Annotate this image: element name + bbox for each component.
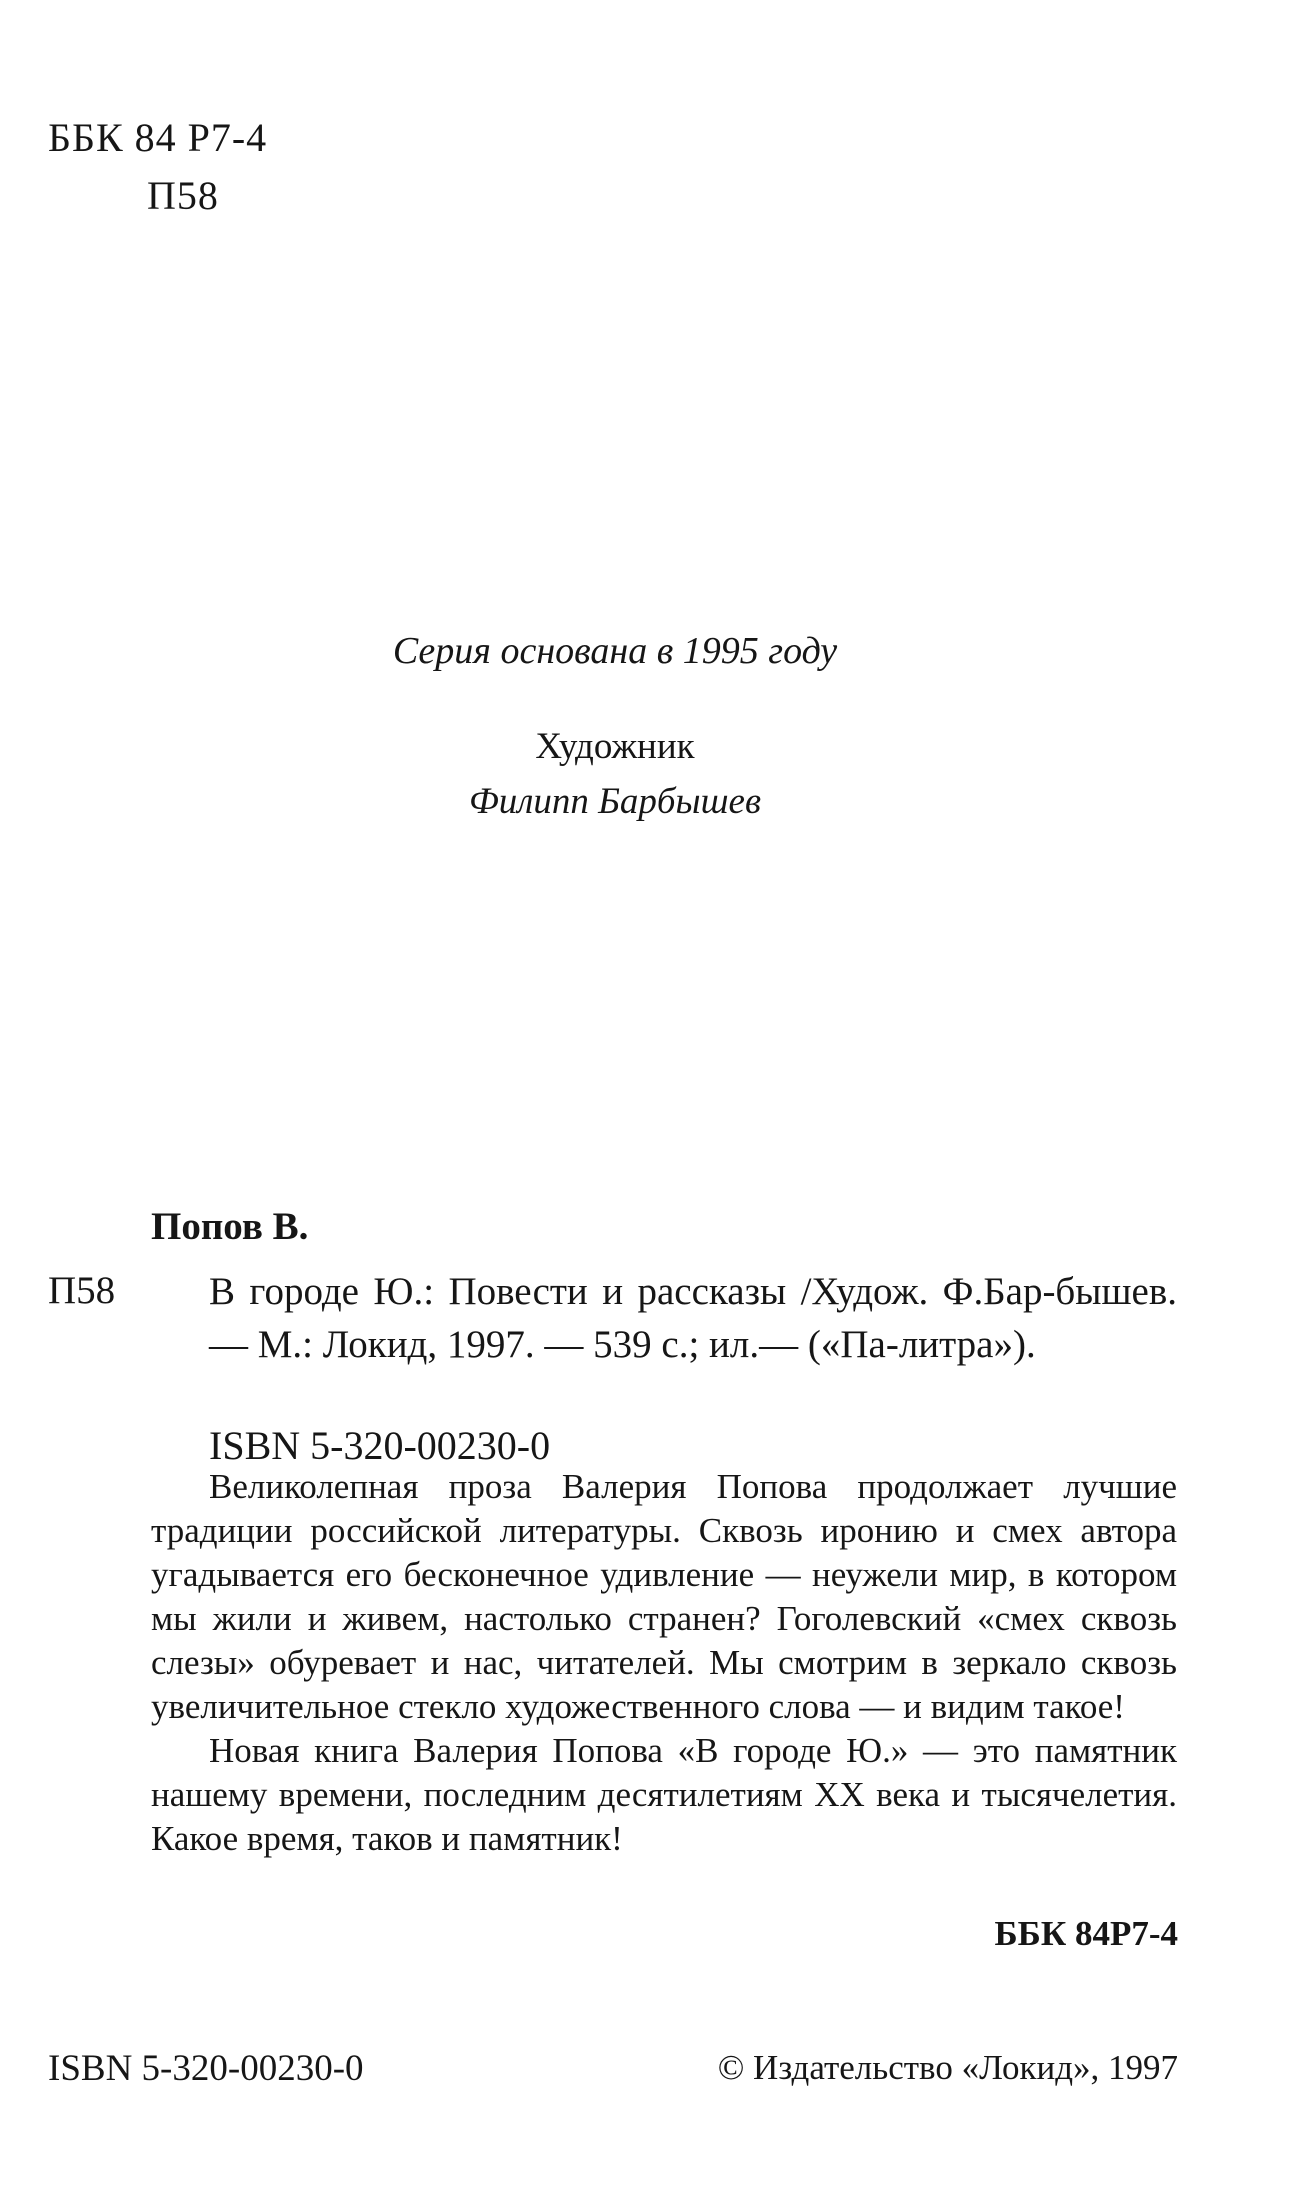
bbk-code-top: ББК 84 Р7-4 xyxy=(48,115,268,160)
author-code-top: П58 xyxy=(147,173,219,218)
annotation-paragraph: Великолепная проза Валерия Попова продолжает лучшие традиции российской литературы. Сквозь иронию и смех автора угадывается его бесконечное удивление — неужели мир, в котором мы жили и живем, настолько странен? Гоголевский «смех сквозь слезы» обуревает и нас, читателей. Мы смотрим в зеркало сквозь увеличительное стекло художественного слова — и видим такое! xyxy=(151,1467,1177,1726)
catalog-description: В городе Ю.: Повести и рассказы /Худож. Ф.Бар-бышев. — М.: Локид, 1997. — 539 с.; ил.— («Па-литра»). xyxy=(209,1270,1177,1366)
footer-isbn: ISBN 5-320-00230-0 xyxy=(48,2048,364,2089)
artist-role: Художник xyxy=(535,726,695,767)
series-note: Серия основана в 1995 году xyxy=(392,630,838,672)
artist-name: Филипп Барбышев xyxy=(468,781,762,822)
catalog-author: Попов В. xyxy=(151,1205,309,1248)
catalog-isbn: ISBN 5-320-00230-0 xyxy=(209,1423,551,1468)
annotation-paragraph: Новая книга Валерия Попова «В городе Ю.» — это памятник нашему времени, последним десятилетиям XX века и тысячелетия. Какое время, таков и памятник! xyxy=(151,1731,1177,1858)
bbk-code-bottom: ББК 84Р7-4 xyxy=(994,1914,1178,1953)
catalog-margin-code: П58 xyxy=(48,1269,116,1312)
copyright-notice: © Издательство «Локид», 1997 xyxy=(717,2048,1178,2087)
